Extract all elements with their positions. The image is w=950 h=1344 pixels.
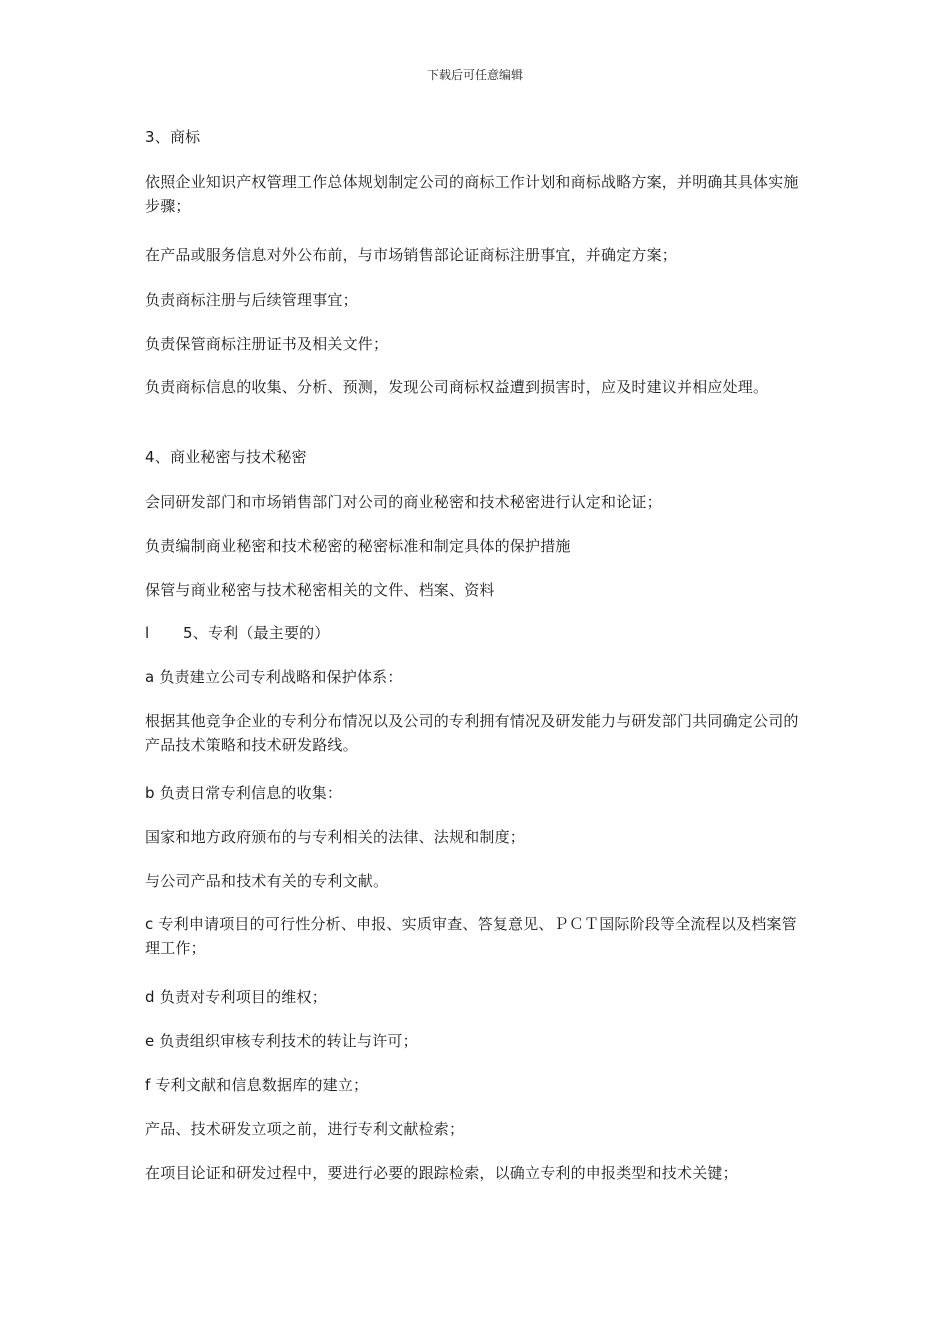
paragraph: 产品、技术研发立项之前，进行专利文献检索； <box>145 1120 465 1138</box>
paragraph: 在项目论证和研发过程中，要进行必要的跟踪检索，以确立专利的申报类型和技术关键； <box>145 1164 738 1182</box>
paragraph: 依照企业知识产权管理工作总体规划制定公司的商标工作计划和商标战略方案，并明确其具体实施步骤； <box>145 173 799 215</box>
paragraph: f 专利文献和信息数据库的建立； <box>145 1076 369 1094</box>
paragraph: 负责商标注册与后续管理事宜； <box>145 291 358 309</box>
paragraph: 负责保管商标注册证书及相关文件； <box>145 335 389 353</box>
section-heading-trademark: 3、商标 <box>145 128 201 146</box>
paragraph: d 负责对专利项目的维权； <box>145 988 327 1006</box>
section-heading-patent: 5、专利（最主要的） <box>183 624 330 642</box>
paragraph: 会同研发部门和市场销售部门对公司的商业秘密和技术秘密进行认定和论证； <box>145 493 662 511</box>
page-header: 下载后可任意编辑 <box>426 68 523 82</box>
bullet-marker: l <box>145 624 150 642</box>
paragraph: b 负责日常专利信息的收集： <box>145 784 343 802</box>
paragraph: a 负责建立公司专利战略和保护体系： <box>145 668 403 686</box>
paragraph: 根据其他竞争企业的专利分布情况以及公司的专利拥有情况及研发能力与研发部门共同确定公司的产品技术策略和技术研发路线。 <box>145 712 799 754</box>
paragraph: c 专利申请项目的可行性分析、申报、实质审查、答复意见、ＰＣＴ国际阶段等全流程以及档案管理工作； <box>145 915 797 957</box>
section-heading-trade-secret: 4、商业秘密与技术秘密 <box>145 448 307 466</box>
paragraph: 保管与商业秘密与技术秘密相关的文件、档案、资料 <box>145 581 495 599</box>
paragraph: 与公司产品和技术有关的专利文献。 <box>145 872 389 890</box>
paragraph: 负责商标信息的收集、分析、预测，发现公司商标权益遭到损害时，应及时建议并相应处理。 <box>145 378 769 396</box>
paragraph: 在产品或服务信息对外公布前，与市场销售部论证商标注册事宜，并确定方案； <box>145 246 678 264</box>
paragraph: 国家和地方政府颁布的与专利相关的法律、法规和制度； <box>145 828 526 846</box>
paragraph: 负责编制商业秘密和技术秘密的秘密标准和制定具体的保护措施 <box>145 537 571 555</box>
paragraph: e 负责组织审核专利技术的转让与许可； <box>145 1032 418 1050</box>
